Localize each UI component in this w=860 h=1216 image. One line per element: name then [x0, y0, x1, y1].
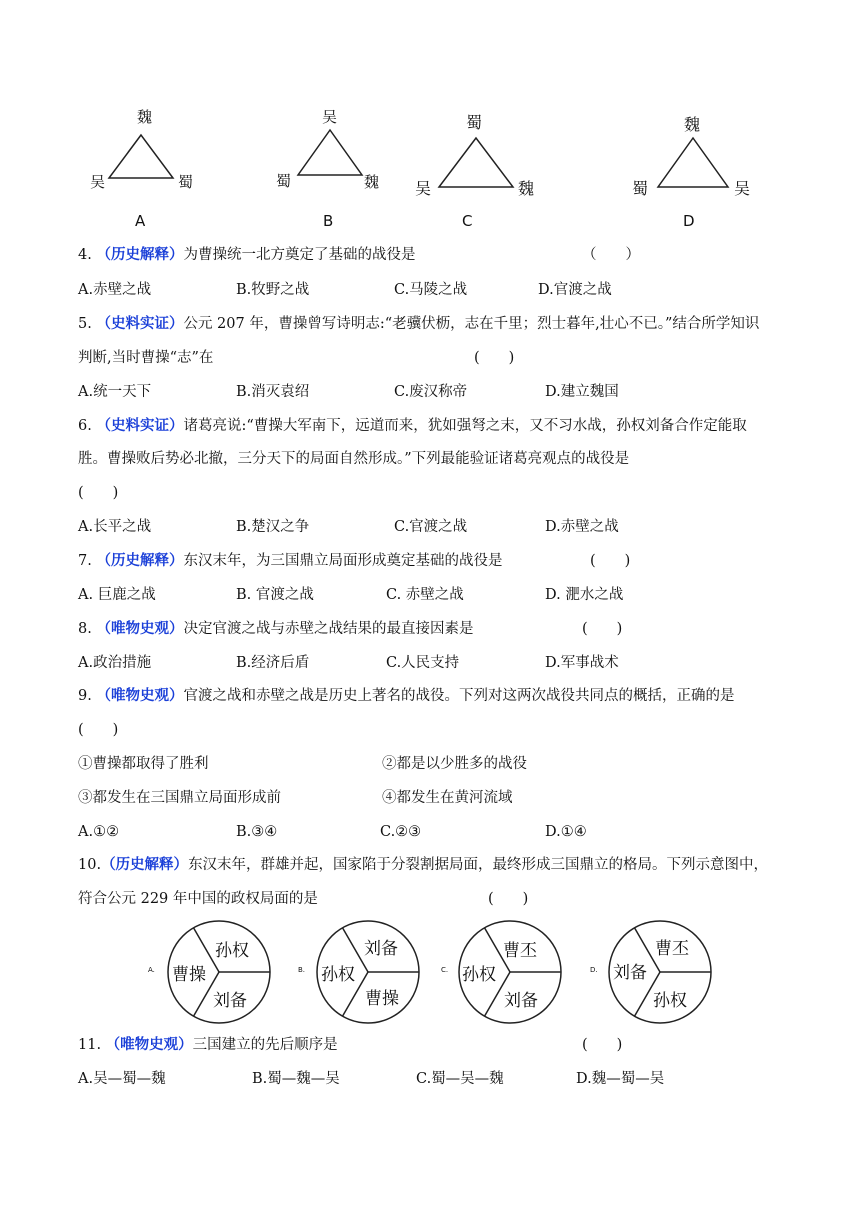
- answer-blank[interactable]: ( ): [78, 722, 119, 738]
- triangle-left-label: 蜀: [276, 172, 292, 190]
- option-c[interactable]: C.②③: [380, 824, 422, 840]
- question-tag: （历史解释）: [96, 246, 184, 263]
- option-b[interactable]: B.消灭袁绍: [236, 384, 310, 400]
- pie-top-right-label: 曹丕: [503, 941, 537, 961]
- triangle-right-label: 蜀: [178, 173, 194, 191]
- triangle-left-label: 吴: [90, 173, 106, 191]
- question-tag: （历史解释）: [96, 552, 184, 569]
- option-d[interactable]: D.赤壁之战: [545, 519, 619, 535]
- pie-left-label: 曹操: [172, 965, 206, 985]
- question-tag: （史料实证）: [96, 315, 184, 332]
- option-b[interactable]: B.牧野之战: [236, 282, 310, 298]
- option-a[interactable]: A.①②: [78, 824, 120, 840]
- option-a[interactable]: A.赤壁之战: [78, 282, 152, 298]
- triangle-right-label: 吴: [734, 179, 751, 198]
- triangle-letter: B: [323, 212, 334, 230]
- answer-blank[interactable]: ( ): [488, 891, 529, 907]
- question-stem: 10.（历史解释）东汉末年，群雄并起，国家陷于分裂割据局面，最终形成三国鼎立的格局。下列示意图中，: [78, 856, 769, 873]
- triangle-letter: A: [135, 212, 146, 230]
- option-b[interactable]: B.楚汉之争: [236, 519, 310, 535]
- triangle-top-label: 蜀: [466, 113, 483, 132]
- pie-bottom-right-label: 孙权: [653, 991, 687, 1011]
- question-stem: 4. （历史解释）为曹操统一北方奠定了基础的战役是: [78, 246, 416, 263]
- option-d[interactable]: D. 淝水之战: [545, 587, 624, 603]
- pie-letter: A.: [148, 966, 155, 974]
- option-a[interactable]: A.政治措施: [78, 655, 152, 671]
- statement-4: ④都发生在黄河流域: [382, 790, 513, 806]
- question-stem: 7. （历史解释）东汉末年，为三国鼎立局面形成奠定基础的战役是: [78, 552, 503, 569]
- triangle-left-label: 蜀: [632, 179, 649, 198]
- statement-2: ②都是以少胜多的战役: [382, 756, 527, 772]
- option-a[interactable]: A.吴—蜀—魏: [78, 1071, 166, 1087]
- question-stem: 8. （唯物史观）决定官渡之战与赤壁之战结果的最直接因素是: [78, 620, 474, 637]
- pie-letter: C.: [441, 966, 449, 974]
- question-tag: （历史解释）: [101, 856, 189, 873]
- answer-blank[interactable]: ( ): [78, 485, 119, 501]
- option-b[interactable]: B.③④: [236, 824, 278, 840]
- triangle-top-label: 吴: [322, 108, 338, 126]
- question-stem-line2: 胜。曹操败后势必北撤，三分天下的局面自然形成。”下列最能验证诸葛亮观点的战役是: [78, 451, 630, 467]
- triangle-top-label: 魏: [137, 108, 153, 126]
- answer-blank[interactable]: ( ): [474, 350, 515, 366]
- pie-left-label: 孙权: [462, 965, 496, 985]
- pie-left-label: 刘备: [613, 963, 647, 983]
- answer-blank[interactable]: （ ）: [582, 247, 640, 263]
- option-c[interactable]: C. 赤壁之战: [386, 587, 464, 603]
- triangle-shape: [106, 132, 176, 182]
- option-b[interactable]: B.蜀—魏—吴: [252, 1071, 340, 1087]
- pie-bottom-right-label: 刘备: [504, 991, 538, 1011]
- option-d[interactable]: D.官渡之战: [538, 282, 612, 298]
- triangle-letter: D: [683, 212, 695, 230]
- pie-letter: D.: [590, 966, 598, 974]
- question-tag: （史料实证）: [96, 417, 184, 434]
- question-stem: 5. （史料实证）公元 207 年，曹操曾写诗明志:“老骥伏枥，志在千里；烈士暮年,壮心不已。”结合所学知识: [78, 315, 760, 332]
- option-b[interactable]: B. 官渡之战: [236, 587, 314, 603]
- triangle-shape: [655, 135, 731, 191]
- pie-top-right-label: 曹丕: [655, 939, 689, 959]
- pie-left-label: 孙权: [321, 965, 355, 985]
- triangle-letter: C: [462, 212, 473, 230]
- triangle-shape: [295, 127, 365, 179]
- option-c[interactable]: C.马陵之战: [394, 282, 468, 298]
- statement-1: ①曹操都取得了胜利: [78, 756, 209, 772]
- question-stem: 6. （史料实证）诸葛亮说:“曹操大军南下，远道而来，犹如强弩之末，又不习水战，孙权刘备合作定能取: [78, 417, 747, 434]
- triangle-right-label: 魏: [518, 179, 535, 198]
- triangle-shape: [436, 135, 516, 191]
- option-b[interactable]: B.经济后盾: [236, 655, 310, 671]
- answer-blank[interactable]: ( ): [582, 621, 623, 637]
- question-tag: （唯物史观）: [96, 620, 184, 637]
- question-stem-line2: 符合公元 229 年中国的政权局面的是: [78, 891, 318, 907]
- answer-blank[interactable]: ( ): [582, 1037, 623, 1053]
- pie-top-right-label: 刘备: [364, 939, 398, 959]
- triangle-left-label: 吴: [415, 179, 432, 198]
- question-stem-line2: 判断,当时曹操“志”在: [78, 350, 214, 366]
- option-c[interactable]: C.蜀—吴—魏: [416, 1071, 504, 1087]
- option-d[interactable]: D.军事战术: [545, 655, 619, 671]
- triangle-right-label: 魏: [364, 173, 380, 191]
- answer-blank[interactable]: ( ): [590, 553, 631, 569]
- option-a[interactable]: A. 巨鹿之战: [78, 587, 156, 603]
- option-d[interactable]: D.魏—蜀—吴: [576, 1071, 665, 1087]
- pie-top-right-label: 孙权: [215, 941, 249, 961]
- pie-bottom-right-label: 曹操: [365, 989, 399, 1009]
- question-tag: （唯物史观）: [96, 687, 184, 704]
- option-a[interactable]: A.长平之战: [78, 519, 152, 535]
- pie-bottom-right-label: 刘备: [213, 991, 247, 1011]
- triangle-top-label: 魏: [684, 115, 701, 134]
- option-c[interactable]: C.官渡之战: [394, 519, 468, 535]
- option-d[interactable]: D.①④: [545, 824, 587, 840]
- pie-letter: B.: [298, 966, 306, 974]
- option-d[interactable]: D.建立魏国: [545, 384, 619, 400]
- question-stem: 9. （唯物史观）官渡之战和赤壁之战是历史上著名的战役。下列对这两次战役共同点的概括，正确的是: [78, 687, 735, 704]
- option-a[interactable]: A.统一天下: [78, 384, 152, 400]
- question-tag: （唯物史观）: [105, 1036, 193, 1053]
- option-c[interactable]: C.人民支持: [386, 655, 460, 671]
- question-stem: 11. （唯物史观）三国建立的先后顺序是: [78, 1036, 338, 1053]
- option-c[interactable]: C.废汉称帝: [394, 384, 468, 400]
- statement-3: ③都发生在三国鼎立局面形成前: [78, 790, 281, 806]
